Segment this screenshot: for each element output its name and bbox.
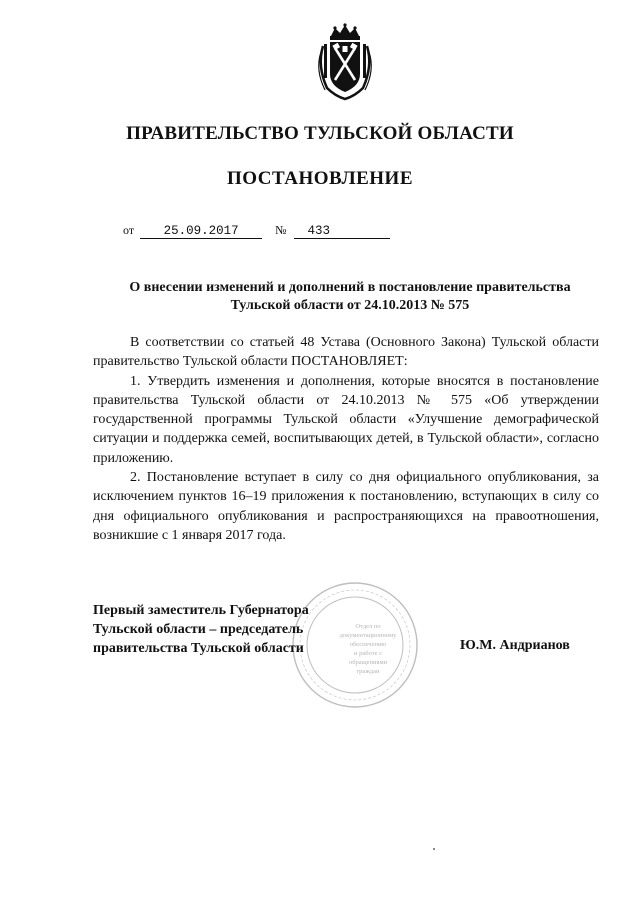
- date-label: от: [123, 223, 135, 237]
- signatory-name: Ю.М. Андрианов: [460, 638, 570, 653]
- official-stamp-icon: [290, 580, 420, 710]
- stamp-text-line: документационному: [339, 632, 397, 639]
- position-line-3: правительства Тульской области: [93, 641, 304, 656]
- document-type-title: ПОСТАНОВЛЕНИЕ: [226, 168, 414, 189]
- stamp-text-line: и работе с: [354, 650, 382, 657]
- government-title: ПРАВИТЕЛЬСТВО ТУЛЬСКОЙ ОБЛАСТИ: [126, 123, 514, 144]
- coat-of-arms-icon: [313, 22, 377, 102]
- position-line-1: Первый заместитель Губернатора: [93, 603, 309, 618]
- document-body: [93, 333, 599, 545]
- scan-artifact: [433, 848, 435, 850]
- stamp-text-line: граждан: [356, 668, 380, 675]
- position-line-2: Тульской области – председатель: [93, 622, 304, 637]
- number-label: №: [275, 223, 287, 237]
- document-subject: [96, 279, 604, 315]
- document-date: 25.09.2017: [140, 225, 262, 239]
- subject-line-2: Тульской области от 24.10.2013 № 575: [230, 298, 470, 313]
- body-paragraph: 2. Постановление вступает в силу со дня официального опубликования, за исключением пунктов 16–19 приложения к постановлению, вступающих в силу со дня официального опубликования и распространяющихся на правоотношения, возникшие с 1 января 2017 года.: [93, 470, 599, 543]
- document-number: 433: [294, 225, 390, 239]
- subject-line-1: О внесении изменений и дополнений в постановление правительства: [129, 280, 571, 295]
- stamp-text-line: обеспечению: [349, 641, 387, 648]
- body-paragraph: 1. Утвердить изменения и дополнения, которые вносятся в постановление правительства Тульской области от 24.10.2013 № 575 «Об утверждении государственной программы Тульской области «Улучшение демографической ситуации и поддержка семей, воспитывающих детей, в Тульской области», согласно приложению.: [93, 373, 599, 466]
- stamp-text-line: обращениями: [348, 659, 388, 666]
- signatory-position: [93, 601, 309, 658]
- registration-line: [123, 223, 390, 239]
- stamp-text-line: Отдел по: [355, 623, 381, 630]
- body-paragraph: В соответствии со статьей 48 Устава (Основного Закона) Тульской области правительство Тульской области ПОСТАНОВЛЯЕТ:: [93, 335, 599, 370]
